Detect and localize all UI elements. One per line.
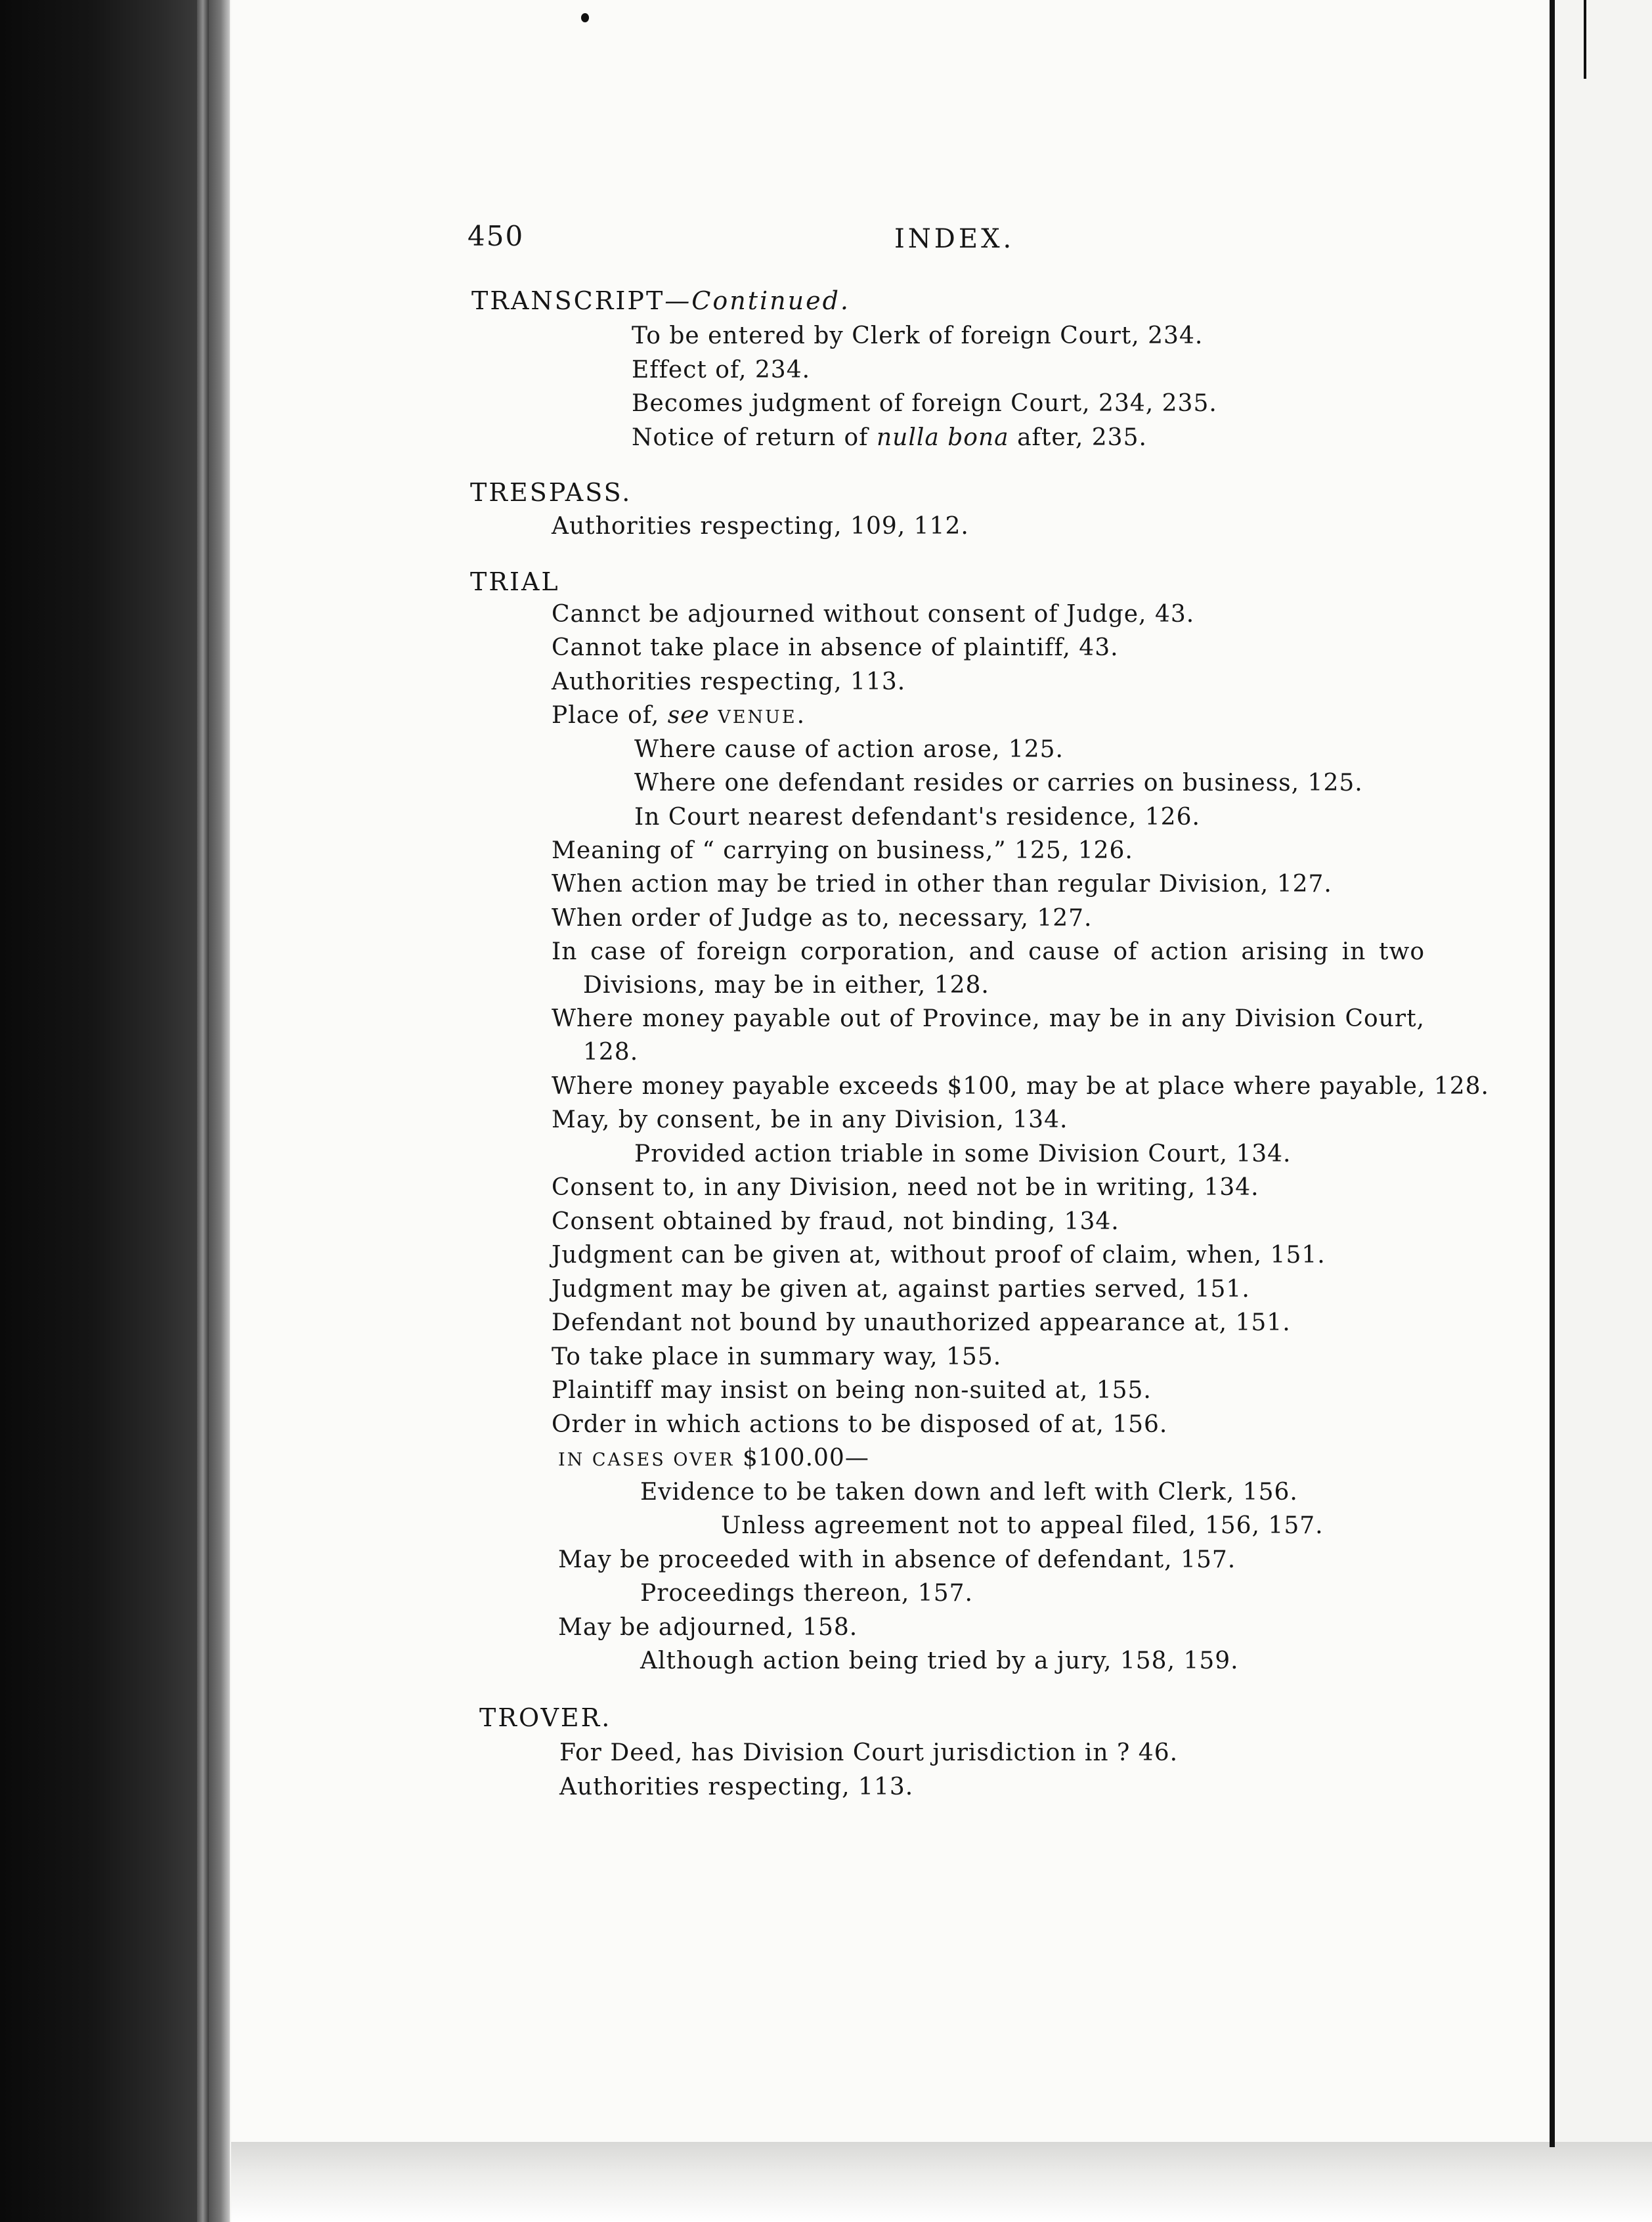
index-line: Cannct be adjourned without consent of Judge, 43. (552, 601, 1195, 628)
index-line: Where money payable exceeds $100, may be at place where payable, 128. (552, 1073, 1489, 1100)
line-text: $100.00— (734, 1445, 869, 1471)
latin-term: nulla bona (876, 424, 1009, 451)
index-line-continuation: 128. (583, 1039, 639, 1066)
index-line: Provided action triable in some Division Court, 134. (634, 1141, 1292, 1167)
index-line: Authorities respecting, 113. (552, 668, 906, 695)
index-line: Where one defendant resides or carries on business, 125. (634, 770, 1363, 796)
index-line: Where money payable out of Province, may be in any Division Court, (552, 1005, 1425, 1032)
index-line: When order of Judge as to, necessary, 127. (552, 905, 1093, 932)
index-line: In case of foreign corporation, and cause of action arising in two (552, 938, 1425, 965)
index-line: Judgment may be given at, against parties served, 151. (552, 1276, 1250, 1303)
heading-text: TRANSCRIPT (471, 286, 665, 315)
index-line: Judgment can be given at, without proof of claim, when, 151. (552, 1242, 1326, 1269)
line-text: . (796, 702, 806, 729)
line-text: Place of, (552, 702, 668, 729)
line-text: after, 235. (1009, 424, 1147, 451)
running-head: INDEX. (894, 224, 1015, 254)
entry-heading-trover: TROVER. (479, 1703, 612, 1732)
page-number: 450 (467, 220, 525, 252)
right-page-edge (1550, 0, 1555, 2147)
index-line: Although action being tried by a jury, 158, 159. (640, 1647, 1239, 1674)
ink-speck (581, 13, 589, 22)
index-line: Meaning of “ carrying on business,” 125, 126. (552, 837, 1133, 864)
index-line: To take place in summary way, 155. (552, 1343, 1002, 1370)
index-line: Consent to, in any Division, need not be in writing, 134. (552, 1174, 1259, 1201)
index-line: Defendant not bound by unauthorized appearance at, 151. (552, 1309, 1291, 1336)
index-line: Cannot take place in absence of plaintiff, 43. (552, 634, 1119, 661)
index-line: Proceedings thereon, 157. (640, 1580, 973, 1607)
index-line: Effect of, 234. (632, 357, 811, 383)
index-line: For Deed, has Division Court jurisdiction in ? 46. (559, 1739, 1179, 1766)
line-text (710, 702, 718, 729)
index-line: In Court nearest defendant's residence, 126. (634, 804, 1200, 831)
continued-label: —Continued. (664, 286, 850, 315)
index-line: Becomes judgment of foreign Court, 234, 235. (632, 390, 1217, 417)
index-line: May be proceeded with in absence of defendant, 157. (558, 1546, 1236, 1573)
index-line-continuation: Divisions, may be in either, 128. (583, 972, 989, 999)
entry-heading-trial: TRIAL (470, 567, 560, 596)
page-bottom-shadow (231, 2142, 1652, 2222)
binding-edge (197, 0, 209, 2222)
index-line: When action may be tried in other than regular Division, 127. (552, 871, 1332, 898)
index-line: Authorities respecting, 113. (559, 1774, 914, 1800)
index-line: Where cause of action arose, 125. (634, 736, 1064, 763)
entry-heading-transcript (471, 286, 850, 315)
book-binding-shadow (0, 0, 230, 2222)
entry-heading-trespass: TRESPASS. (470, 478, 632, 507)
index-line: Authorities respecting, 109, 112. (552, 513, 969, 540)
index-line (632, 424, 1147, 452)
right-edge-mark (1584, 0, 1586, 79)
index-line: May, by consent, be in any Division, 134. (552, 1106, 1068, 1133)
see-reference: see (667, 702, 710, 729)
index-line: To be entered by Clerk of foreign Court, 234. (632, 322, 1204, 349)
line-text: Notice of return of (632, 424, 877, 451)
subheading-cases-over (558, 1444, 869, 1475)
index-line: Order in which actions to be disposed of at, 156. (552, 1411, 1168, 1438)
cross-reference-venue: VENUE (718, 707, 797, 728)
index-line: Evidence to be taken down and left with Clerk, 156. (640, 1479, 1298, 1506)
index-line: Unless agreement not to appeal filed, 156, 157. (721, 1512, 1324, 1539)
index-line: May be adjourned, 158. (558, 1614, 858, 1641)
index-line: Plaintiff may insist on being non-suited at, 155. (552, 1377, 1152, 1404)
small-caps-label: IN CASES OVER (558, 1450, 735, 1470)
index-line: Consent obtained by fraud, not binding, 134. (552, 1208, 1119, 1235)
index-line (552, 701, 805, 732)
